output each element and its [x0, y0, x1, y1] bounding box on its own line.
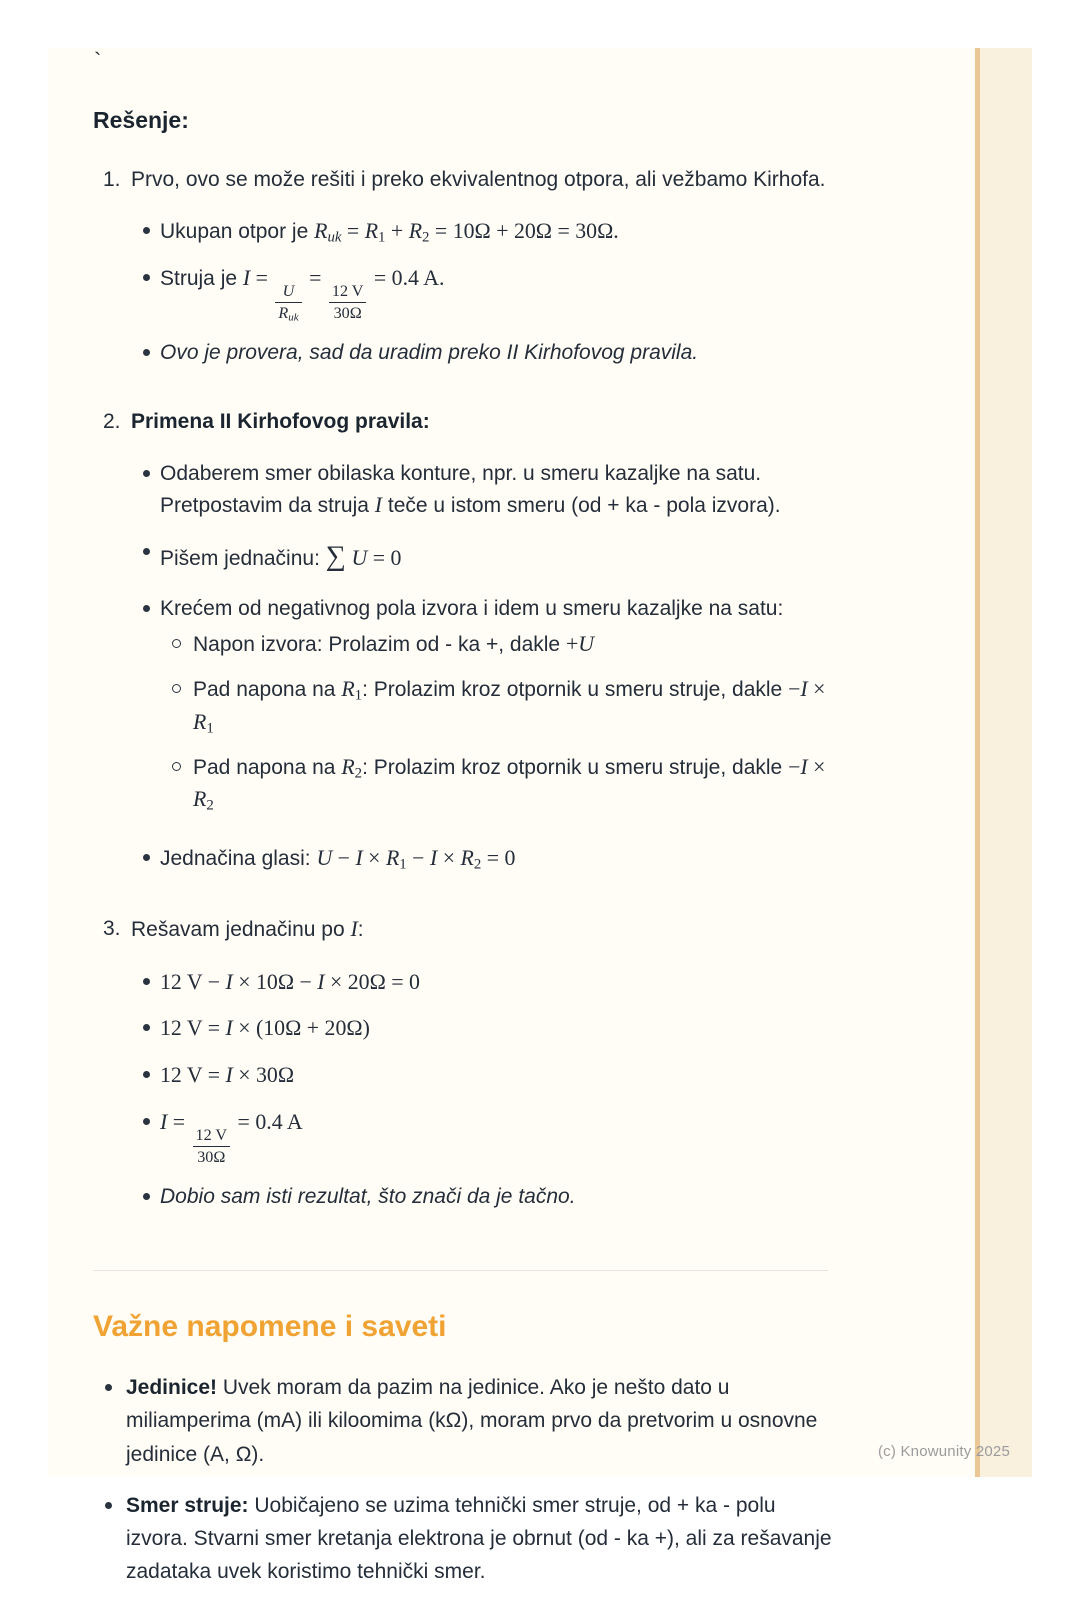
math-run: = 0.4 A.	[368, 266, 445, 291]
note-bullet-text	[126, 1489, 833, 1589]
numbered-item	[103, 913, 833, 1226]
fraction-numerator	[275, 282, 301, 303]
math-run: 1	[206, 720, 214, 737]
bullet-item	[131, 966, 833, 999]
math-subscript	[355, 687, 362, 703]
math-run: =	[250, 266, 274, 291]
math-run: +	[565, 632, 579, 657]
bullet-item	[131, 1059, 833, 1092]
math-run: I	[242, 266, 251, 291]
text-segment: Primena II Kirhofovog pravila:	[131, 410, 430, 434]
math-run: I	[160, 1109, 168, 1134]
math-run: U	[316, 846, 333, 871]
fraction-denominator	[193, 1147, 231, 1167]
fraction-numerator	[193, 1126, 231, 1147]
text-segment: Smer struje:	[126, 1493, 249, 1517]
bullet-item	[131, 215, 833, 248]
bullet-marker	[143, 1071, 150, 1078]
bullet-text	[160, 1012, 833, 1045]
text-segment: Pad napona na	[193, 678, 342, 702]
math-expression	[160, 970, 420, 994]
sub-bullet-text	[193, 628, 833, 661]
item-lead	[131, 164, 833, 196]
math-expression	[325, 541, 402, 573]
text-segment: : Prolazim kroz otpornik u smeru struje, dakle	[362, 755, 789, 779]
math-run: 1	[378, 229, 386, 246]
math-run: −	[332, 846, 356, 871]
text-segment: Rešavam jednačinu po	[131, 917, 351, 941]
math-run: 2	[422, 229, 430, 246]
math-run: −	[788, 754, 801, 779]
math-run: U	[351, 546, 368, 571]
math-run: U	[578, 632, 595, 657]
math-run: I	[317, 969, 325, 994]
bullet-list	[131, 458, 833, 875]
sub-bullet-text	[193, 673, 833, 739]
item-body	[131, 406, 833, 888]
math-run: −	[406, 846, 430, 871]
bullet-item	[131, 1012, 833, 1045]
fraction-denominator	[275, 303, 301, 323]
math-subscript	[206, 720, 213, 736]
circle-marker	[172, 684, 181, 693]
math-run: R	[385, 846, 400, 871]
math-expression	[160, 1016, 370, 1040]
math-run: uk	[288, 311, 299, 324]
math-expression	[350, 917, 357, 941]
content-column	[93, 106, 833, 1606]
bullet-text	[160, 1181, 833, 1213]
text-segment: Jedinice!	[126, 1376, 218, 1400]
math-fraction	[275, 282, 301, 323]
bullet-marker	[143, 1193, 150, 1200]
text-segment: Pad napona na	[193, 755, 342, 779]
math-run: =	[167, 1109, 191, 1134]
math-subscript	[288, 311, 298, 323]
math-run: ×	[437, 846, 461, 871]
bullet-marker	[143, 470, 150, 477]
item-number: 3.	[103, 916, 121, 940]
text-segment: teče u istom smeru (od + ka - pola izvora).	[382, 494, 781, 518]
math-run: × 30Ω	[232, 1063, 295, 1088]
bullet-marker	[143, 1024, 150, 1031]
item-number: 2.	[103, 410, 121, 434]
note-bullet-text	[126, 1371, 833, 1471]
text-segment: Uvek moram da pazim na jedinice. Ako je nešto dato u miliamperima (mA) ili kiloomima (kΩ), moram prvo da pretvorim u osnovne jedinice (A, Ω).	[126, 1376, 818, 1466]
solution-heading: Rešenje:	[93, 107, 189, 133]
math-run: 30Ω	[333, 304, 362, 322]
text-segment: Uobičajeno se uzima tehnički smer struje, od + ka - polu izvora. Stvarni smer kretanja elektrona je obrnut (od - ka +), ali za rešavanje zadataka uvek koristimo tehnički smer.	[126, 1493, 832, 1584]
math-subscript	[206, 798, 213, 814]
bullet-item	[131, 536, 833, 579]
text-segment: Napon izvora: Prolazim od - ka +, dakle	[193, 633, 566, 657]
math-run: R	[193, 787, 207, 812]
note-bullet-item	[93, 1371, 833, 1471]
math-run: R	[364, 219, 379, 244]
fraction-numerator	[329, 282, 367, 303]
math-run: I	[225, 969, 233, 994]
bullet-text	[160, 1106, 833, 1167]
notes-page-card	[48, 48, 1032, 1584]
math-run: × 20Ω = 0	[324, 969, 420, 994]
math-expression	[316, 846, 516, 873]
numbered-item	[103, 164, 833, 383]
sub-bullet-text	[193, 751, 833, 817]
bullet-text	[160, 593, 833, 828]
math-run: × 10Ω −	[232, 969, 318, 994]
math-run: 30Ω	[197, 1148, 226, 1166]
text-segment: Ovo je provera, sad da uradim preko II Kirhofovog pravila.	[160, 340, 699, 364]
bullet-marker	[143, 605, 150, 612]
math-subscript	[327, 230, 341, 246]
math-run: I	[800, 677, 808, 702]
math-run: = 0	[367, 546, 402, 571]
sub-bullet-item	[160, 628, 833, 661]
bullet-marker	[143, 548, 150, 555]
math-run: 12 V	[195, 1126, 228, 1144]
bullet-list	[131, 966, 833, 1213]
bullet-text	[160, 215, 833, 248]
text-segment: Jednačina glasi:	[160, 847, 317, 871]
fraction-denominator	[329, 303, 367, 323]
math-expression	[160, 1063, 294, 1087]
bullet-text	[160, 337, 833, 369]
bullet-marker	[143, 349, 150, 356]
math-run: I	[374, 493, 383, 518]
text-segment: Prvo, ovo se može rešiti i preko ekvivalentnog otpora, ali vežbamo Kirhofa.	[131, 167, 826, 191]
math-subscript	[399, 856, 406, 872]
text-segment: Struja je	[160, 267, 243, 291]
item-body	[131, 164, 833, 383]
math-subscript	[355, 765, 362, 781]
bullet-marker	[105, 1384, 112, 1391]
text-segment: Krećem od negativnog pola izvora i idem u smeru kazaljke na satu:	[160, 596, 784, 620]
math-expression	[341, 755, 362, 779]
math-expression	[566, 632, 594, 656]
item-lead	[131, 913, 833, 946]
math-run: uk	[327, 229, 342, 246]
bullet-text	[160, 536, 833, 579]
item-number: 1.	[103, 167, 121, 191]
math-run: 12 V −	[160, 969, 226, 994]
bullet-item	[131, 337, 833, 369]
solution-numbered-list	[93, 164, 833, 1226]
math-run: I	[355, 846, 363, 871]
math-run: R	[193, 709, 207, 734]
math-fraction	[329, 282, 367, 323]
math-expression	[341, 677, 363, 704]
text-segment: Dobio sam isti rezultat, što znači da je tačno.	[160, 1184, 576, 1208]
bullet-item	[131, 593, 833, 828]
bullet-marker	[143, 227, 150, 234]
math-run: ×	[807, 677, 826, 702]
math-run: 1	[399, 856, 407, 873]
notes-heading: Važne napomene i saveti	[93, 1310, 447, 1344]
math-run: =	[341, 219, 365, 244]
copyright-text: (c) Knowunity 2025	[877, 1442, 1010, 1460]
math-run: R	[278, 304, 289, 322]
numbered-item	[103, 406, 833, 888]
math-run: = 0.4 A	[232, 1109, 303, 1134]
sub-bullet-list	[160, 628, 833, 816]
math-run: −	[788, 677, 801, 702]
bullet-item	[131, 1181, 833, 1213]
bullet-text	[160, 966, 833, 999]
text-segment: Pišem jednačinu:	[160, 547, 326, 571]
bullet-item	[131, 1106, 833, 1167]
math-run: 2	[206, 797, 214, 814]
text-segment: Ukupan otpor je	[160, 220, 315, 244]
math-run: =	[303, 266, 327, 291]
math-run: I	[225, 1016, 233, 1041]
math-run: R	[408, 219, 423, 244]
math-run: +	[385, 219, 409, 244]
bullet-item	[131, 842, 833, 875]
math-run: 12 V =	[160, 1016, 226, 1041]
math-run: 2	[473, 856, 482, 873]
section-divider	[93, 1270, 828, 1271]
bullet-list	[131, 215, 833, 368]
sub-bullet-item	[160, 673, 833, 739]
math-run: I	[225, 1063, 233, 1088]
bullet-item	[131, 458, 833, 522]
bullet-marker	[143, 1118, 150, 1125]
circle-marker	[172, 762, 181, 771]
math-run: = 0	[481, 846, 516, 871]
math-run: R	[460, 846, 474, 871]
bullet-marker	[143, 978, 150, 985]
math-run: 12 V =	[160, 1063, 226, 1088]
math-run: U	[282, 282, 295, 300]
math-run: R	[341, 677, 355, 702]
math-run: 12 V	[331, 282, 364, 300]
circle-marker	[172, 639, 181, 648]
math-run: ×	[807, 754, 826, 779]
bullet-item	[131, 262, 833, 323]
text-segment: :	[357, 917, 364, 941]
math-run: ×	[362, 846, 386, 871]
math-run: 2	[354, 764, 363, 781]
summation-symbol: ∑	[325, 541, 346, 573]
bullet-marker	[105, 1502, 112, 1509]
bullet-marker	[143, 854, 150, 861]
page-edge-band	[975, 48, 1032, 1477]
math-run: I	[350, 916, 358, 941]
bullet-marker	[143, 274, 150, 281]
math-run: = 10Ω + 20Ω = 30Ω.	[429, 219, 619, 244]
text-segment: : Prolazim kroz otpornik u smeru struje, dakle	[362, 678, 789, 702]
math-run: R	[341, 754, 355, 779]
math-run: 1	[354, 687, 363, 704]
text-segment: Odaberem smer obilaska konture, npr. u smeru kazaljke na satu. Pretpostavim da struja	[160, 461, 762, 518]
math-expression	[314, 219, 619, 246]
bullet-text	[160, 842, 833, 875]
math-run: R	[314, 219, 328, 244]
bullet-text	[160, 458, 833, 522]
bullet-text	[160, 262, 833, 323]
math-expression	[375, 493, 382, 517]
item-body	[131, 913, 833, 1226]
math-fraction	[193, 1126, 231, 1167]
math-run: I	[429, 846, 438, 871]
notes-bullet-list	[93, 1371, 833, 1588]
bullet-text	[160, 1059, 833, 1092]
item-lead	[131, 406, 833, 438]
stray-backtick-mark: `	[94, 48, 102, 73]
math-run: I	[800, 754, 808, 779]
sub-bullet-item	[160, 751, 833, 817]
math-run: × (10Ω + 20Ω)	[232, 1016, 370, 1041]
note-bullet-item	[93, 1489, 833, 1589]
